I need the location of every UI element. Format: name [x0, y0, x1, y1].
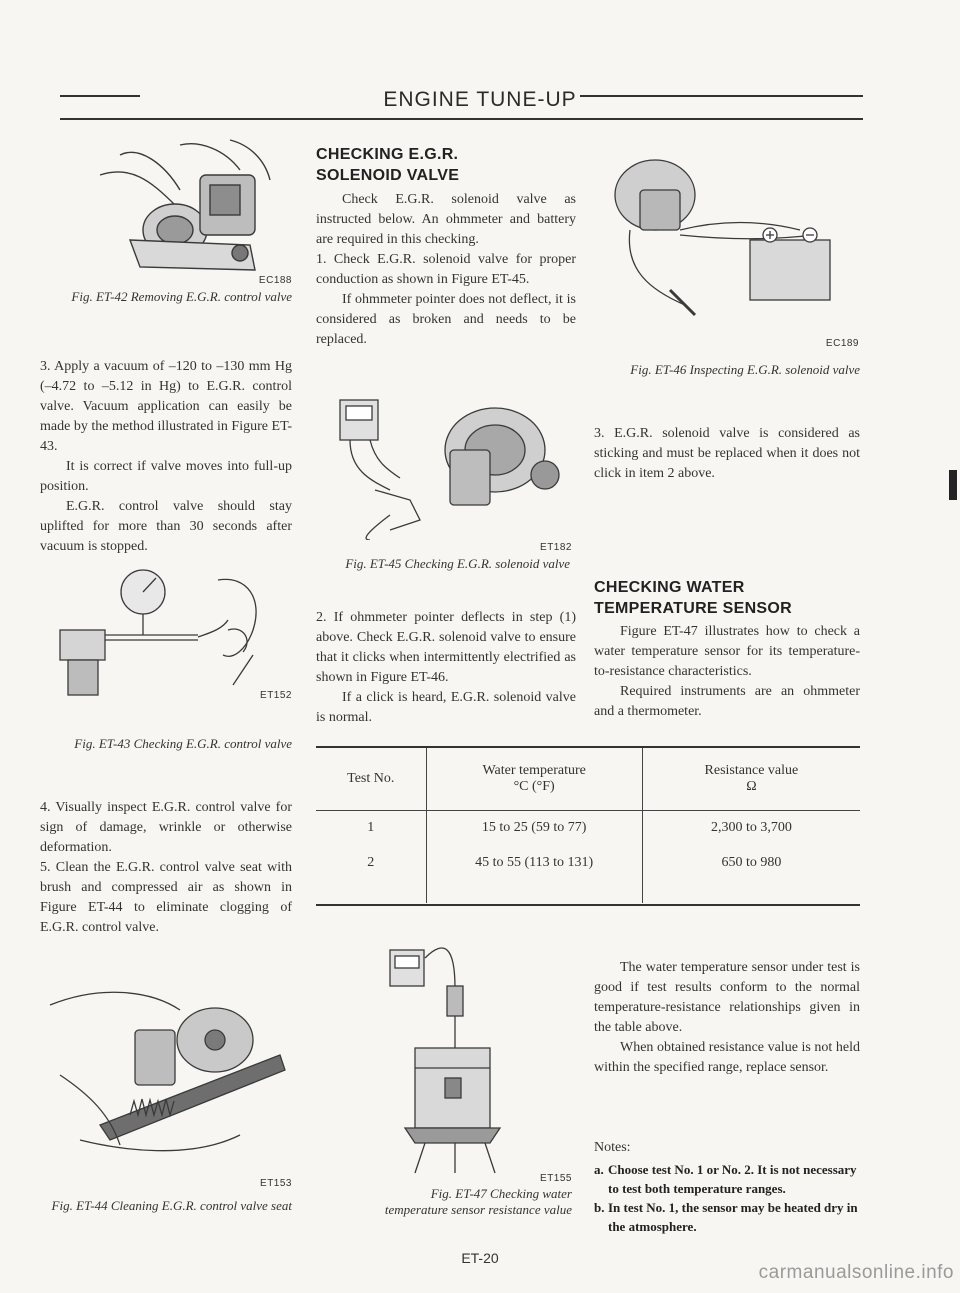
row2-resistance: 650 to 980	[721, 855, 782, 870]
edge-tab-marker	[949, 470, 957, 500]
fig-et45-code: ET182	[540, 542, 572, 553]
row1-temp: 15 to 25 (59 to 77)	[426, 811, 642, 845]
battery-solenoid-icon	[600, 140, 860, 320]
left-step3-p1: 3. Apply a vacuum of –120 to –130 mm Hg (–4.72 to –5.12 in Hg) to E.G.R. control valve. Vacuum application can easily be made by the method illustrated in Figure ET-43.	[40, 359, 292, 454]
notes-list	[594, 1160, 860, 1236]
header-water-temp-unit: °C (°F)	[513, 778, 555, 794]
header-rule-top-right	[580, 95, 863, 97]
middle-step1-p1: 1. Check E.G.R. solenoid valve for proper conduction as shown in Figure ET-45.	[316, 252, 576, 287]
egr-valve-removal-icon	[80, 135, 290, 285]
header-rule-top	[60, 95, 140, 97]
row1-resistance: 2,300 to 3,700	[710, 820, 792, 835]
fig-et42-illustration	[80, 135, 290, 285]
note-b	[594, 1198, 860, 1236]
row2-temp: 45 to 55 (113 to 131)	[426, 845, 642, 881]
middle-step2-text	[316, 608, 576, 728]
page-number: ET-20	[461, 1250, 499, 1266]
right-step3-text: 3. E.G.R. solenoid valve is considered as sticking and must be replaced when it does not click in item 2 above.	[594, 426, 860, 481]
fig-et44-code: ET153	[260, 1178, 292, 1189]
sensor-result-p2: When obtained resistance value is not held within the specified range, replace sensor.	[594, 1040, 860, 1075]
fig-et45-caption: Fig. ET-45 Checking E.G.R. solenoid valve	[345, 556, 570, 571]
water-sensor-heading: CHECKING WATER TEMPERATURE SENSOR	[594, 579, 793, 617]
right-intro-p1: Figure ET-47 illustrates how to check a water temperature sensor for its temperature-to-resistance characteristics.	[594, 624, 860, 679]
resistance-table	[316, 748, 860, 903]
header-water-temp-label: Water temperature	[482, 762, 586, 778]
header-resistance	[642, 748, 860, 810]
sensor-result-p1: The water temperature sensor under test is good if test results conform to the normal temperature-resistance relationships given in the table above.	[594, 960, 860, 1035]
fig-et46-code: EC189	[825, 338, 859, 349]
fig-et46-caption: Fig. ET-46 Inspecting E.G.R. solenoid valve	[630, 362, 860, 377]
header-resistance-label: Resistance value	[704, 762, 799, 778]
note-a-mark: a.	[594, 1162, 604, 1177]
fig-et47-code: ET155	[540, 1173, 572, 1184]
fig-et46-illustration	[600, 140, 860, 320]
left-step4-text	[40, 798, 292, 938]
fig-et42-code: EC188	[258, 275, 292, 286]
middle-intro-text	[316, 190, 576, 350]
left-step3-p3: E.G.R. control valve should stay uplifted for more than 30 seconds after vacuum is stopped.	[40, 499, 292, 554]
middle-step1-p2: If ohmmeter pointer does not deflect, it is considered as broken and needs to be replaced.	[316, 292, 576, 347]
middle-intro: Check E.G.R. solenoid valve as instructed below. An ohmmeter and battery are required in this checking.	[316, 192, 576, 247]
fig-et44-illustration	[40, 965, 290, 1165]
fig-et43-caption: Fig. ET-43 Checking E.G.R. control valve	[74, 736, 292, 751]
left-step5: 5. Clean the E.G.R. control valve seat with brush and compressed air as shown in Figure ET-44 to eliminate clogging of E.G.R. control valve.	[40, 860, 292, 935]
left-step3-p2: It is correct if valve moves into full-up position.	[40, 459, 292, 494]
note-b-mark: b.	[594, 1200, 605, 1215]
row1-no: 1	[316, 811, 426, 845]
vacuum-gauge-mouth-icon	[48, 560, 278, 710]
table-row	[316, 811, 860, 845]
header-test-no: Test No.	[316, 748, 426, 810]
fig-et43-illustration	[48, 560, 278, 710]
table-bottom-rule	[316, 904, 860, 906]
egr-solenoid-heading: CHECKING E.G.R. SOLENOID VALVE	[316, 146, 460, 184]
header-rule-bottom	[60, 118, 863, 120]
fig-et47-caption: Fig. ET-47 Checking water temperature sensor resistance value	[384, 1186, 572, 1217]
table-row	[316, 845, 860, 881]
right-intro-text	[594, 622, 860, 722]
notes-label: Notes:	[594, 1140, 631, 1155]
left-step4: 4. Visually inspect E.G.R. control valve for sign of damage, wrinkle or otherwise deformation.	[40, 800, 292, 855]
watermark-text: carmanualsonline.info	[758, 1262, 954, 1283]
sensor-beaker-icon	[385, 928, 505, 1178]
middle-step2-p1: 2. If ohmmeter pointer deflects in step (1) above. Check E.G.R. solenoid valve to ensure that it clicks when intermittently electrified as shown in Figure ET-46.	[316, 610, 576, 685]
right-intro-p2: Required instruments are an ohmmeter and a thermometer.	[594, 684, 860, 719]
left-step3-text	[40, 357, 292, 557]
note-b-text: In test No. 1, the sensor may be heated dry in the atmosphere.	[608, 1200, 858, 1234]
row2-no: 2	[316, 845, 426, 881]
ohmmeter-solenoid-icon	[330, 390, 580, 540]
fig-et42-caption: Fig. ET-42 Removing E.G.R. control valve	[71, 289, 292, 304]
note-a-text: Choose test No. 1 or No. 2. It is not necessary to test both temperature ranges.	[608, 1162, 857, 1196]
fig-et47-illustration	[385, 928, 505, 1178]
page-title: ENGINE TUNE-UP	[383, 88, 577, 111]
header-water-temp	[426, 748, 642, 810]
sensor-result-text	[594, 958, 860, 1078]
note-a	[594, 1160, 860, 1198]
fig-et44-caption: Fig. ET-44 Cleaning E.G.R. control valve seat	[51, 1198, 292, 1213]
fig-et45-illustration	[330, 390, 580, 540]
middle-step2-p2: If a click is heard, E.G.R. solenoid valve is normal.	[316, 690, 576, 725]
header-resistance-unit: Ω	[746, 778, 757, 794]
valve-seat-brush-icon	[40, 965, 290, 1165]
fig-et43-code: ET152	[260, 690, 292, 701]
